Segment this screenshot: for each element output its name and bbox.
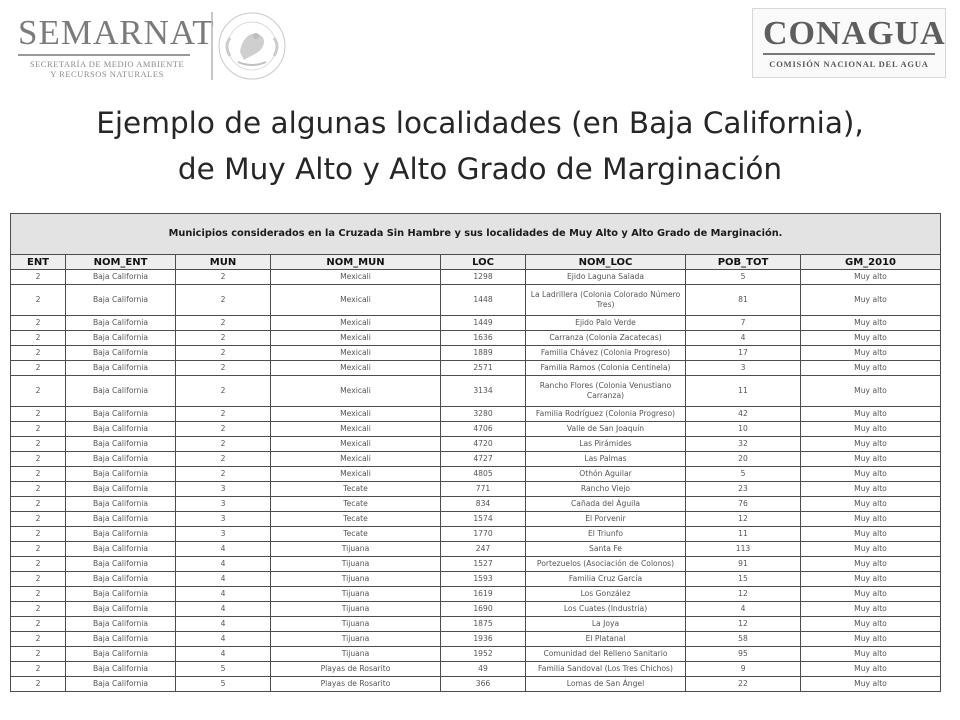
cell-nom-mun: Mexicali — [271, 316, 441, 331]
cell-mun: 4 — [176, 632, 271, 647]
cell-mun: 2 — [176, 316, 271, 331]
cell-loc: 1636 — [441, 331, 526, 346]
cell-mun: 3 — [176, 497, 271, 512]
cell-gm-2010: Muy alto — [801, 617, 941, 632]
cell-nom-mun: Mexicali — [271, 452, 441, 467]
cell-gm-2010: Muy alto — [801, 512, 941, 527]
cell-nom-ent: Baja California — [66, 572, 176, 587]
cell-nom-loc: Ejido Palo Verde — [526, 316, 686, 331]
table-row — [11, 452, 941, 467]
column-header-mun: MUN — [176, 255, 271, 270]
cell-nom-mun: Tijuana — [271, 572, 441, 587]
cell-nom-ent: Baja California — [66, 331, 176, 346]
cell-gm-2010: Muy alto — [801, 361, 941, 376]
cell-mun: 5 — [176, 677, 271, 692]
cell-gm-2010: Muy alto — [801, 647, 941, 662]
cell-mun: 2 — [176, 407, 271, 422]
cell-ent: 2 — [11, 422, 66, 437]
table-row — [11, 542, 941, 557]
cell-ent: 2 — [11, 497, 66, 512]
cell-nom-ent: Baja California — [66, 467, 176, 482]
table-row — [11, 632, 941, 647]
table-row — [11, 285, 941, 316]
cell-nom-loc: Portezuelos (Asociación de Colonos) — [526, 557, 686, 572]
table-row — [11, 587, 941, 602]
cell-pob-tot: 15 — [686, 572, 801, 587]
cell-nom-loc: Familia Cruz García — [526, 572, 686, 587]
cell-pob-tot: 23 — [686, 482, 801, 497]
cell-ent: 2 — [11, 452, 66, 467]
cell-ent: 2 — [11, 647, 66, 662]
cell-nom-mun: Mexicali — [271, 285, 441, 316]
cell-ent: 2 — [11, 662, 66, 677]
cell-loc: 1619 — [441, 587, 526, 602]
cell-nom-loc: Valle de San Joaquín — [526, 422, 686, 437]
cell-nom-loc: Rancho Viejo — [526, 482, 686, 497]
column-header-loc: LOC — [441, 255, 526, 270]
cell-nom-ent: Baja California — [66, 316, 176, 331]
cell-nom-ent: Baja California — [66, 557, 176, 572]
cell-gm-2010: Muy alto — [801, 270, 941, 285]
table-header-row — [11, 255, 941, 270]
table-row — [11, 331, 941, 346]
cell-ent: 2 — [11, 587, 66, 602]
cell-loc: 1690 — [441, 602, 526, 617]
cell-mun: 4 — [176, 542, 271, 557]
cell-pob-tot: 5 — [686, 467, 801, 482]
table-row — [11, 602, 941, 617]
cell-pob-tot: 113 — [686, 542, 801, 557]
cell-ent: 2 — [11, 617, 66, 632]
cell-pob-tot: 11 — [686, 527, 801, 542]
cell-nom-loc: Comunidad del Relleno Sanitario — [526, 647, 686, 662]
cell-nom-mun: Tijuana — [271, 557, 441, 572]
cell-mun: 2 — [176, 285, 271, 316]
cell-pob-tot: 3 — [686, 361, 801, 376]
cell-gm-2010: Muy alto — [801, 285, 941, 316]
cell-gm-2010: Muy alto — [801, 542, 941, 557]
cell-nom-loc: Ejido Laguna Salada — [526, 270, 686, 285]
cell-nom-mun: Mexicali — [271, 422, 441, 437]
cell-mun: 2 — [176, 376, 271, 407]
cell-mun: 2 — [176, 422, 271, 437]
cell-loc: 2571 — [441, 361, 526, 376]
table-body — [11, 270, 941, 692]
cell-pob-tot: 4 — [686, 331, 801, 346]
cell-nom-ent: Baja California — [66, 542, 176, 557]
cell-nom-ent: Baja California — [66, 361, 176, 376]
cell-nom-loc: Rancho Flores (Colonia Venustiano Carranza) — [526, 376, 686, 407]
cell-mun: 2 — [176, 452, 271, 467]
cell-mun: 3 — [176, 482, 271, 497]
cell-nom-mun: Tijuana — [271, 542, 441, 557]
cell-loc: 49 — [441, 662, 526, 677]
table-row — [11, 407, 941, 422]
cell-pob-tot: 32 — [686, 437, 801, 452]
cell-nom-loc: La Ladrillera (Colonia Colorado Número Tres) — [526, 285, 686, 316]
cell-ent: 2 — [11, 482, 66, 497]
cell-loc: 4805 — [441, 467, 526, 482]
cell-nom-loc: Familia Sandoval (Los Tres Chichos) — [526, 662, 686, 677]
cell-nom-mun: Tijuana — [271, 647, 441, 662]
table-row — [11, 346, 941, 361]
cell-nom-loc: El Platanal — [526, 632, 686, 647]
cell-nom-mun: Mexicali — [271, 361, 441, 376]
cell-ent: 2 — [11, 632, 66, 647]
cell-nom-mun: Tecate — [271, 527, 441, 542]
cell-ent: 2 — [11, 376, 66, 407]
cell-pob-tot: 12 — [686, 617, 801, 632]
cell-gm-2010: Muy alto — [801, 587, 941, 602]
cell-ent: 2 — [11, 572, 66, 587]
table-row — [11, 572, 941, 587]
cell-nom-ent: Baja California — [66, 617, 176, 632]
cell-loc: 366 — [441, 677, 526, 692]
cell-pob-tot: 91 — [686, 557, 801, 572]
column-header-gm-2010: GM_2010 — [801, 255, 941, 270]
cell-mun: 3 — [176, 527, 271, 542]
cell-nom-mun: Tecate — [271, 512, 441, 527]
cell-nom-loc: Familia Ramos (Colonia Centinela) — [526, 361, 686, 376]
cell-pob-tot: 22 — [686, 677, 801, 692]
cell-pob-tot: 58 — [686, 632, 801, 647]
cell-pob-tot: 12 — [686, 587, 801, 602]
cell-mun: 2 — [176, 467, 271, 482]
cell-gm-2010: Muy alto — [801, 376, 941, 407]
cell-loc: 1527 — [441, 557, 526, 572]
cell-nom-mun: Mexicali — [271, 270, 441, 285]
semarnat-name: SEMARNAT — [18, 13, 215, 52]
cell-mun: 4 — [176, 617, 271, 632]
cell-pob-tot: 7 — [686, 316, 801, 331]
cell-loc: 1770 — [441, 527, 526, 542]
cell-nom-mun: Tijuana — [271, 602, 441, 617]
cell-pob-tot: 5 — [686, 270, 801, 285]
cell-mun: 5 — [176, 662, 271, 677]
cell-loc: 1449 — [441, 316, 526, 331]
column-header-nom-mun: NOM_MUN — [271, 255, 441, 270]
title-line-1: Ejemplo de algunas localidades (en Baja California), — [96, 106, 864, 140]
cell-ent: 2 — [11, 512, 66, 527]
cell-mun: 2 — [176, 270, 271, 285]
cell-gm-2010: Muy alto — [801, 572, 941, 587]
cell-nom-ent: Baja California — [66, 527, 176, 542]
table-caption: Municipios considerados en la Cruzada Sin Hambre y sus localidades de Muy Alto y Alto Grado de Marginación. — [11, 214, 941, 255]
cell-loc: 4706 — [441, 422, 526, 437]
cell-nom-ent: Baja California — [66, 662, 176, 677]
cell-mun: 2 — [176, 346, 271, 361]
cell-nom-loc: La Joya — [526, 617, 686, 632]
cell-nom-loc: Los Cuates (Industria) — [526, 602, 686, 617]
table-row — [11, 482, 941, 497]
cell-pob-tot: 17 — [686, 346, 801, 361]
cell-nom-ent: Baja California — [66, 346, 176, 361]
table-row — [11, 437, 941, 452]
cell-nom-ent: Baja California — [66, 512, 176, 527]
cell-pob-tot: 42 — [686, 407, 801, 422]
cell-nom-ent: Baja California — [66, 422, 176, 437]
cell-pob-tot: 12 — [686, 512, 801, 527]
cell-gm-2010: Muy alto — [801, 497, 941, 512]
cell-loc: 4720 — [441, 437, 526, 452]
cell-nom-ent: Baja California — [66, 632, 176, 647]
cell-mun: 2 — [176, 361, 271, 376]
cell-loc: 1574 — [441, 512, 526, 527]
cell-gm-2010: Muy alto — [801, 316, 941, 331]
cell-nom-loc: Familia Rodríguez (Colonia Progreso) — [526, 407, 686, 422]
conagua-name: CONAGUA — [763, 15, 946, 52]
cell-nom-loc: Familia Chávez (Colonia Progreso) — [526, 346, 686, 361]
cell-ent: 2 — [11, 437, 66, 452]
cell-ent: 2 — [11, 677, 66, 692]
cell-loc: 1936 — [441, 632, 526, 647]
page-title — [0, 100, 960, 192]
cell-nom-ent: Baja California — [66, 376, 176, 407]
cell-nom-mun: Mexicali — [271, 467, 441, 482]
cell-nom-mun: Playas de Rosarito — [271, 677, 441, 692]
cell-gm-2010: Muy alto — [801, 407, 941, 422]
table-row — [11, 361, 941, 376]
cell-pob-tot: 10 — [686, 422, 801, 437]
cell-nom-ent: Baja California — [66, 437, 176, 452]
cell-loc: 1875 — [441, 617, 526, 632]
cell-ent: 2 — [11, 270, 66, 285]
table-row — [11, 527, 941, 542]
table-row — [11, 557, 941, 572]
cell-gm-2010: Muy alto — [801, 677, 941, 692]
cell-ent: 2 — [11, 316, 66, 331]
cell-loc: 834 — [441, 497, 526, 512]
cell-nom-loc: El Triunfo — [526, 527, 686, 542]
cell-mun: 3 — [176, 512, 271, 527]
cell-nom-loc: Las Palmas — [526, 452, 686, 467]
table-row — [11, 467, 941, 482]
cell-loc: 1593 — [441, 572, 526, 587]
cell-nom-mun: Playas de Rosarito — [271, 662, 441, 677]
cell-gm-2010: Muy alto — [801, 467, 941, 482]
cell-nom-ent: Baja California — [66, 647, 176, 662]
title-line-2: de Muy Alto y Alto Grado de Marginación — [177, 152, 783, 186]
mexican-seal-icon — [210, 8, 286, 84]
cell-gm-2010: Muy alto — [801, 346, 941, 361]
cell-ent: 2 — [11, 542, 66, 557]
table-row — [11, 422, 941, 437]
cell-nom-mun: Tecate — [271, 497, 441, 512]
column-header-nom-ent: NOM_ENT — [66, 255, 176, 270]
conagua-logo — [752, 8, 946, 78]
cell-loc: 1448 — [441, 285, 526, 316]
semarnat-line1: SECRETARÍA DE MEDIO AMBIENTE — [29, 59, 185, 69]
table-row — [11, 316, 941, 331]
cell-pob-tot: 9 — [686, 662, 801, 677]
cell-nom-ent: Baja California — [66, 602, 176, 617]
cell-mun: 4 — [176, 572, 271, 587]
cell-gm-2010: Muy alto — [801, 632, 941, 647]
cell-gm-2010: Muy alto — [801, 422, 941, 437]
column-header-nom-loc: NOM_LOC — [526, 255, 686, 270]
cell-nom-ent: Baja California — [66, 407, 176, 422]
table-row — [11, 512, 941, 527]
cell-ent: 2 — [11, 407, 66, 422]
cell-gm-2010: Muy alto — [801, 331, 941, 346]
cell-loc: 247 — [441, 542, 526, 557]
semarnat-logo — [14, 8, 274, 88]
column-header-pob-tot: POB_TOT — [686, 255, 801, 270]
cell-nom-ent: Baja California — [66, 270, 176, 285]
cell-nom-loc: Santa Fe — [526, 542, 686, 557]
cell-ent: 2 — [11, 527, 66, 542]
cell-ent: 2 — [11, 331, 66, 346]
cell-ent: 2 — [11, 361, 66, 376]
cell-pob-tot: 20 — [686, 452, 801, 467]
semarnat-line2: Y RECURSOS NATURALES — [50, 69, 164, 79]
cell-nom-mun: Mexicali — [271, 331, 441, 346]
cell-nom-loc: Cañada del Águila — [526, 497, 686, 512]
cell-nom-mun: Mexicali — [271, 437, 441, 452]
table-row — [11, 497, 941, 512]
cell-gm-2010: Muy alto — [801, 482, 941, 497]
table-row — [11, 270, 941, 285]
cell-ent: 2 — [11, 557, 66, 572]
cell-mun: 4 — [176, 602, 271, 617]
cell-nom-loc: Carranza (Colonia Zacatecas) — [526, 331, 686, 346]
cell-nom-ent: Baja California — [66, 587, 176, 602]
cell-nom-ent: Baja California — [66, 452, 176, 467]
cell-gm-2010: Muy alto — [801, 602, 941, 617]
cell-gm-2010: Muy alto — [801, 557, 941, 572]
table-row — [11, 647, 941, 662]
cell-nom-mun: Mexicali — [271, 346, 441, 361]
cell-loc: 1952 — [441, 647, 526, 662]
cell-gm-2010: Muy alto — [801, 527, 941, 542]
cell-nom-ent: Baja California — [66, 482, 176, 497]
cell-mun: 4 — [176, 557, 271, 572]
cell-loc: 771 — [441, 482, 526, 497]
cell-nom-loc: El Porvenir — [526, 512, 686, 527]
cell-gm-2010: Muy alto — [801, 662, 941, 677]
cell-ent: 2 — [11, 467, 66, 482]
table-row — [11, 677, 941, 692]
table-row — [11, 376, 941, 407]
cell-pob-tot: 81 — [686, 285, 801, 316]
cell-pob-tot: 11 — [686, 376, 801, 407]
cell-loc: 4727 — [441, 452, 526, 467]
cell-ent: 2 — [11, 346, 66, 361]
cell-mun: 4 — [176, 647, 271, 662]
cell-nom-mun: Tecate — [271, 482, 441, 497]
column-header-ent: ENT — [11, 255, 66, 270]
cell-nom-ent: Baja California — [66, 677, 176, 692]
cell-gm-2010: Muy alto — [801, 452, 941, 467]
cell-nom-ent: Baja California — [66, 285, 176, 316]
cell-nom-mun: Mexicali — [271, 407, 441, 422]
cell-nom-mun: Tijuana — [271, 632, 441, 647]
cell-mun: 4 — [176, 587, 271, 602]
cell-nom-loc: Las Pirámides — [526, 437, 686, 452]
cell-pob-tot: 4 — [686, 602, 801, 617]
conagua-subtitle: COMISIÓN NACIONAL DEL AGUA — [769, 59, 929, 69]
table-row — [11, 617, 941, 632]
cell-ent: 2 — [11, 285, 66, 316]
cell-mun: 2 — [176, 437, 271, 452]
table-row — [11, 662, 941, 677]
cell-nom-loc: Othón Aguilar — [526, 467, 686, 482]
cell-pob-tot: 76 — [686, 497, 801, 512]
cell-ent: 2 — [11, 602, 66, 617]
cell-gm-2010: Muy alto — [801, 437, 941, 452]
cell-nom-loc: Los González — [526, 587, 686, 602]
cell-pob-tot: 95 — [686, 647, 801, 662]
cell-nom-mun: Mexicali — [271, 376, 441, 407]
cell-loc: 3134 — [441, 376, 526, 407]
cell-loc: 1889 — [441, 346, 526, 361]
cell-nom-loc: Lomas de San Ángel — [526, 677, 686, 692]
localities-table — [10, 213, 941, 692]
cell-loc: 1298 — [441, 270, 526, 285]
cell-loc: 3280 — [441, 407, 526, 422]
localities-table-container — [10, 213, 940, 692]
cell-nom-ent: Baja California — [66, 497, 176, 512]
cell-mun: 2 — [176, 331, 271, 346]
cell-nom-mun: Tijuana — [271, 587, 441, 602]
cell-nom-mun: Tijuana — [271, 617, 441, 632]
